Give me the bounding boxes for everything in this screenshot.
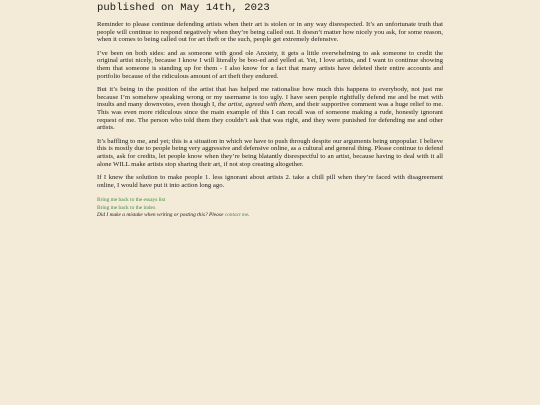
paragraph-3-end: , and their supportive comment was a huge relief to me. This was even more ridiculous since the main example of this I can recall was of someone making a rude, honestly ignorant request of me. The person who told them they couldn’t ask that was right, and they were punished for defending me and other artists. bbox=[97, 101, 443, 132]
published-date-heading: published on May 14th, 2023 bbox=[97, 2, 270, 14]
mistake-notice bbox=[97, 212, 443, 220]
footer-links bbox=[97, 197, 443, 220]
paragraph-3-emphasis: the artist, agreed with them bbox=[217, 101, 293, 109]
paragraph-3-start: But it’s being in the position of the artist that has helped me rationalise how much this happens to everybody, not just me because I’m somehow speaking wrong or my username is too ugly. I have seen people rightfully defend me and be met with insults and many downvotes, even though I, bbox=[97, 86, 443, 109]
paragraph-4: It’s baffling to me, and yet; this is a situation in which we have to push through despite our arguments being unpopular. I believe this is mostly due to people being very aggressive and defensive online, as a cultural and general thing. Please continue to defend artists, ask for credits, let people know when they’re being blatantly disrespectful to an artist, because having to deal with it all alone WILL make artists stop sharing their art, if not stop creating altogether. bbox=[97, 137, 443, 168]
back-to-essays-link[interactable]: Bring me back to the essays list bbox=[97, 197, 166, 204]
paragraph-3 bbox=[97, 86, 443, 132]
paragraph-1: Reminder to please continue defending artists when their art is stolen or in any way disrespected. It’s an unfortunate truth that people will continue to respond negatively when they’re being called out. It doesn’t matter how nicely you ask, for some reason, when it comes to being called out for art theft or the such, people get extremely defensive. bbox=[97, 21, 443, 44]
paragraph-5: If I knew the solution to make people 1. less ignorant about artists 2. take a chill pill when they’re faced with disagreement online, I would have put it into action long ago. bbox=[97, 174, 443, 189]
essay-page bbox=[97, 0, 443, 220]
mistake-text: Did I make a mistake when writing or posting this? Please bbox=[97, 212, 225, 219]
contact-me-link[interactable]: contact me bbox=[224, 212, 249, 219]
mistake-period: . bbox=[248, 212, 250, 219]
back-to-index-link[interactable]: Bring me back to the index bbox=[97, 204, 156, 211]
paragraph-2: I’ve been on both sides: and as someone with good ole Anxiety, it gets a little overwhelming to ask someone to credit the original artist nicely, because I know I will literally be boo-ed and yelled at. Yet, I love artists, and I want to continue showing them that someone is standing up for them - I also know for a fact that many artists have deleted their entire accounts and portfolio because of the ridiculous amount of art theft they endured. bbox=[97, 49, 443, 80]
